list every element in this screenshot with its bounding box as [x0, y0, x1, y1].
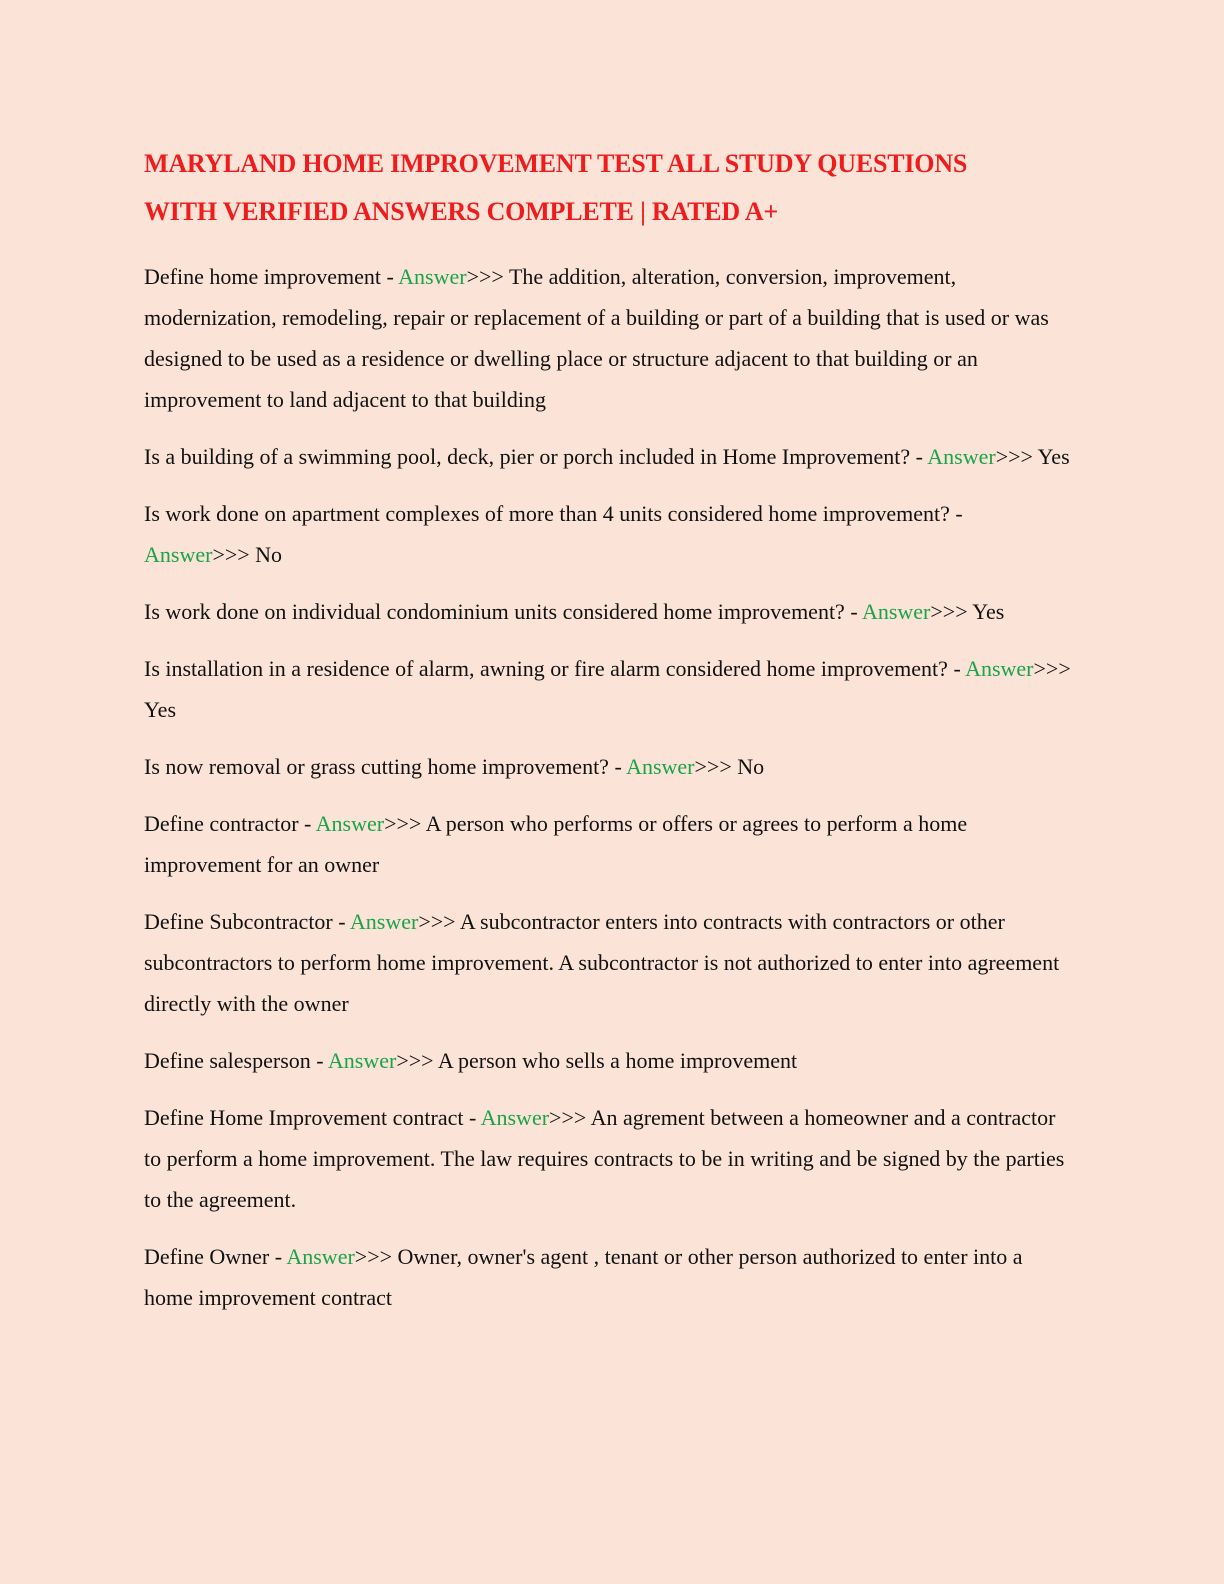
- separator: -: [269, 1244, 287, 1269]
- question-text: Is work done on apartment complexes of more than 4 units considered home improvement?: [144, 501, 950, 526]
- answer-text: A subcontractor enters into contracts with contractors or other subcontractors to perform home improvement. A subcontractor is not authorized to enter into agreement directly with the owner: [144, 909, 1060, 1016]
- document-page: [144, 140, 1072, 1334]
- title-line-2: WITH VERIFIED ANSWERS COMPLETE | RATED A+: [144, 197, 779, 226]
- question-text: Define Owner: [144, 1244, 270, 1269]
- question-text: Is now removal or grass cutting home improvement?: [144, 754, 609, 779]
- answer-marker: >>>: [466, 264, 509, 289]
- qa-item: [144, 1040, 1072, 1081]
- separator: -: [310, 1048, 328, 1073]
- question-text: Define salesperson: [144, 1048, 311, 1073]
- qa-item: [144, 256, 1072, 420]
- answer-marker: >>>: [694, 754, 738, 779]
- answer-text: No: [255, 542, 283, 567]
- qa-item: [144, 648, 1072, 730]
- answer-text: Owner, owner's agent , tenant or other person authorized to enter into a home improvement contract: [144, 1244, 1023, 1310]
- answer-marker: >>>: [549, 1105, 591, 1130]
- answer-marker: >>>: [995, 444, 1038, 469]
- answer-marker: >>>: [212, 542, 256, 567]
- question-text: Is a building of a swimming pool, deck, pier or porch included in Home Improvement?: [144, 444, 911, 469]
- separator: -: [381, 264, 399, 289]
- separator: -: [949, 501, 963, 526]
- answer-marker: >>>: [418, 909, 460, 934]
- answer-label: Answer: [349, 909, 419, 934]
- title-line-1: MARYLAND HOME IMPROVEMENT TEST ALL STUDY QUESTIONS: [144, 149, 968, 178]
- answer-label: Answer: [480, 1105, 550, 1130]
- answer-text: The addition, alteration, conversion, improvement, modernization, remodeling, repair or replacement of a building or part of a building that is used or was designed to be used as a residence or dwelling place or structure adjacent to that building or an improvement to land adjacent to that building: [144, 264, 1049, 412]
- answer-label: Answer: [315, 811, 385, 836]
- answer-marker: >>>: [384, 811, 426, 836]
- answer-label: Answer: [965, 656, 1034, 681]
- answer-marker: >>>: [930, 599, 973, 624]
- answer-marker: >>>: [396, 1048, 438, 1073]
- answer-text: A person who sells a home improvement: [437, 1048, 798, 1073]
- answer-label: Answer: [626, 754, 695, 779]
- answer-label: Answer: [927, 444, 996, 469]
- answer-text: A person who performs or offers or agrees to perform a home improvement for an owner: [144, 811, 968, 877]
- question-text: Define Subcontractor: [144, 909, 333, 934]
- separator: -: [608, 754, 627, 779]
- answer-label: Answer: [398, 264, 467, 289]
- answer-text: Yes: [144, 697, 177, 722]
- question-text: Define contractor: [144, 811, 299, 836]
- answer-text: An agrement between a homeowner and a contractor to perform a home improvement. The law requires contracts to be in writing and be signed by the parties to the agreement.: [144, 1105, 1065, 1212]
- qa-list: [144, 256, 1072, 1318]
- separator: -: [298, 811, 316, 836]
- answer-label: Answer: [327, 1048, 397, 1073]
- question-text: Define Home Improvement contract: [144, 1105, 464, 1130]
- qa-item: [144, 436, 1072, 477]
- separator: -: [947, 656, 966, 681]
- qa-item: [144, 493, 1072, 575]
- answer-text: Yes: [1037, 444, 1070, 469]
- separator: -: [844, 599, 862, 624]
- question-text: Define home improvement: [144, 264, 382, 289]
- question-text: Is installation in a residence of alarm, awning or fire alarm considered home improvement?: [144, 656, 948, 681]
- separator: -: [463, 1105, 481, 1130]
- answer-label: Answer: [286, 1244, 355, 1269]
- answer-text: No: [737, 754, 765, 779]
- answer-label: Answer: [861, 599, 931, 624]
- qa-item: [144, 1097, 1072, 1220]
- answer-marker: >>>: [1033, 656, 1071, 681]
- qa-item: [144, 901, 1072, 1024]
- qa-item: [144, 591, 1072, 632]
- answer-marker: >>>: [354, 1244, 398, 1269]
- qa-item: [144, 746, 1072, 787]
- separator: -: [332, 909, 350, 934]
- document-title: [144, 140, 1072, 236]
- question-text: Is work done on individual condominium units considered home improvement?: [144, 599, 845, 624]
- answer-label: Answer: [144, 542, 213, 567]
- answer-text: Yes: [972, 599, 1005, 624]
- separator: -: [910, 444, 928, 469]
- qa-item: [144, 803, 1072, 885]
- qa-item: [144, 1236, 1072, 1318]
